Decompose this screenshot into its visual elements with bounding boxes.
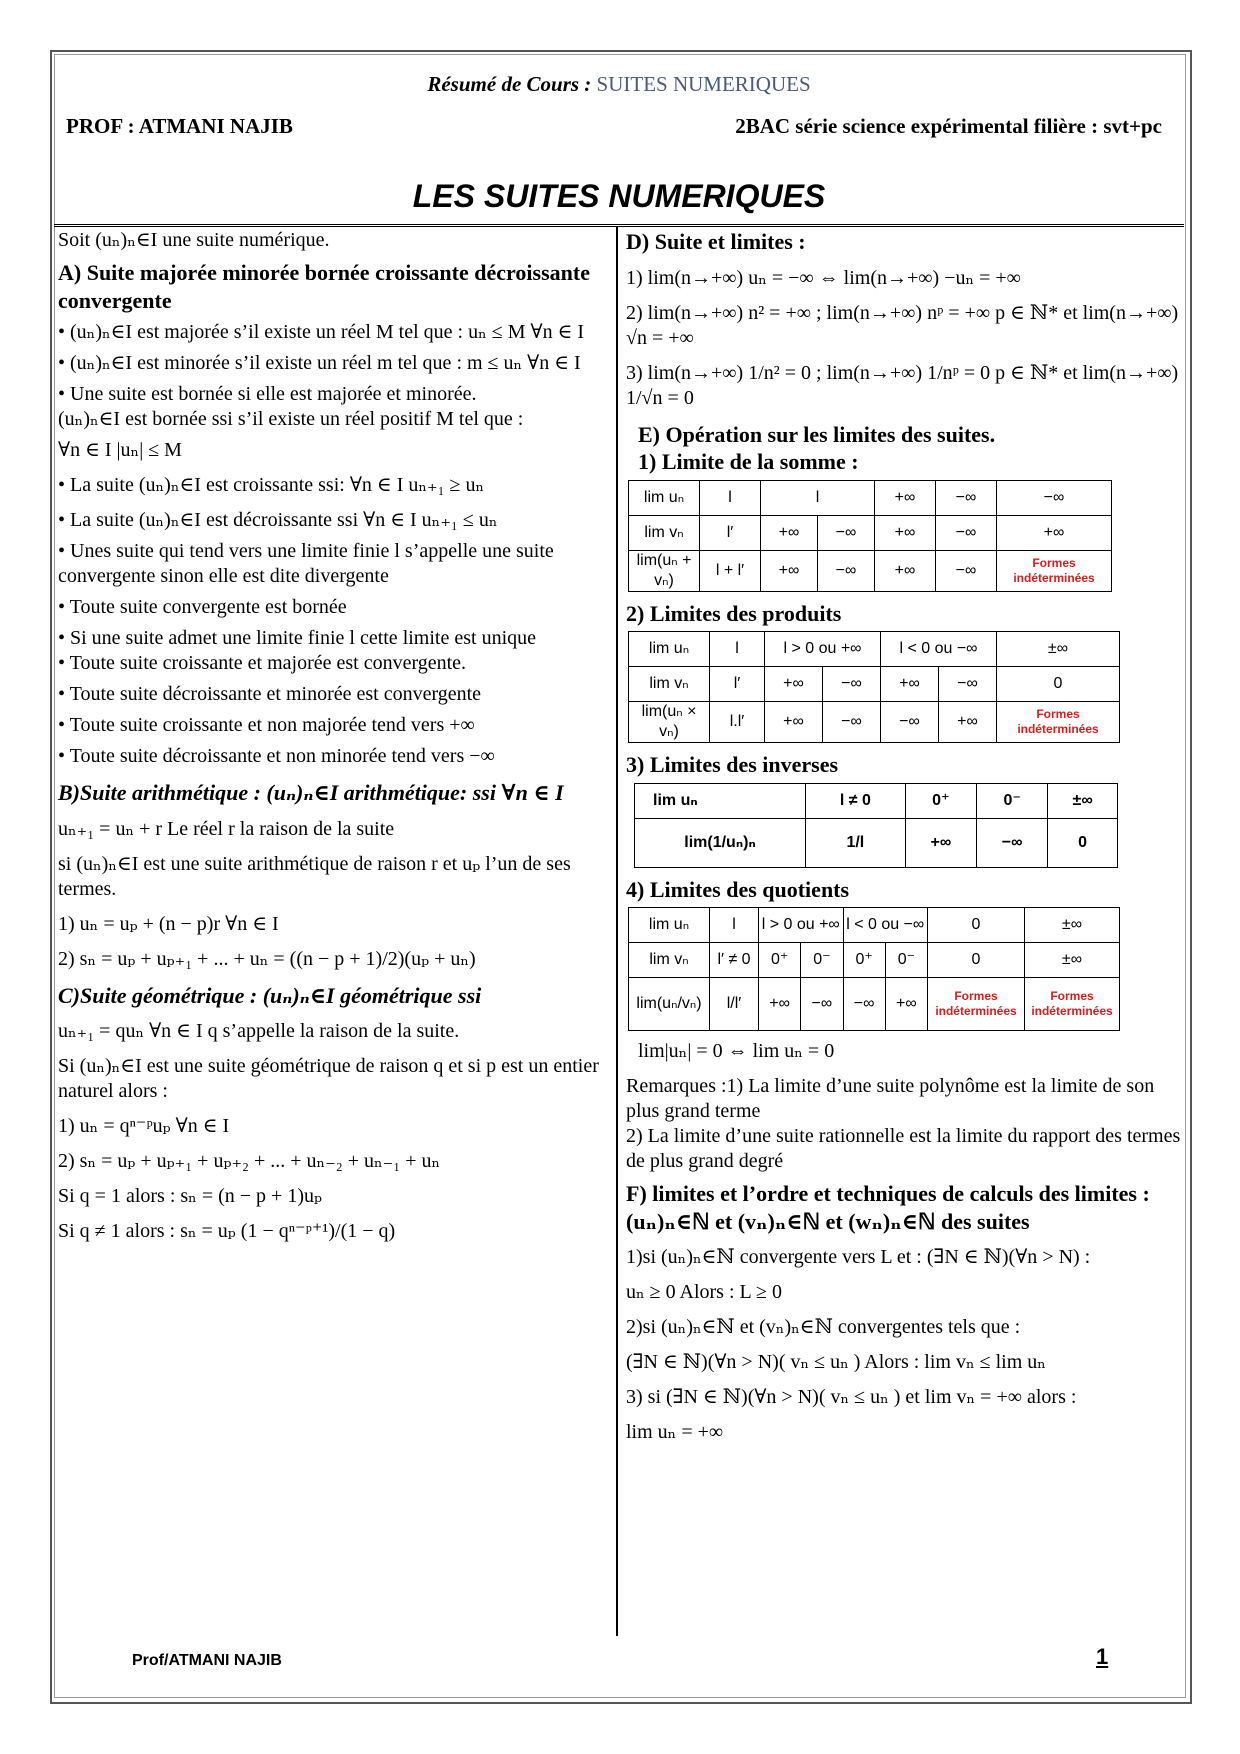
table-row [629, 480, 1112, 515]
table-cell: lim(uₙ × vₙ) [629, 702, 710, 743]
table-row [629, 632, 1120, 667]
table-cell: ±∞ [1025, 943, 1120, 978]
def-convergente: • Unes suite qui tend vers une limite finie l s’appelle une suite convergente sinon elle est dite divergente [58, 540, 554, 587]
section-f-title: F) limites et l’ordre et techniques de calculs des limites : (uₙ)ₙ∈ℕ et (vₙ)ₙ∈ℕ et (wₙ)ₙ∈ℕ des suites [626, 1181, 1150, 1234]
product-title: 2) Limites des produits [626, 600, 842, 626]
geo-formula-1: 1) uₙ = qⁿ⁻ᵖuₚ ∀n ∈ I [58, 1115, 230, 1137]
table-row [635, 783, 1118, 818]
table-cell: lim uₙ [629, 632, 710, 667]
table-cell: 0⁻ [801, 943, 843, 978]
order-rule-3: 3) si (∃N ∈ ℕ)(∀n > N)( vₙ ≤ uₙ ) et lim vₙ = +∞ alors : [626, 1386, 1077, 1408]
prop-decroissante-non-minoree: • Toute suite décroissante et non minorée tend vers −∞ [58, 745, 495, 767]
table-cell: l.l′ [710, 702, 765, 743]
table-cell: −∞ [881, 702, 939, 743]
section-d-title: D) Suite et limites : [626, 229, 806, 254]
column-divider [616, 226, 618, 1636]
inverse-table [634, 783, 1118, 868]
table-row [635, 818, 1118, 867]
table-row [629, 943, 1120, 978]
remark-2: 2) La limite d’une suite rationnelle est la limite du rapport des termes de plus grand degré [626, 1125, 1181, 1172]
table-cell: −∞ [939, 667, 997, 702]
prop-croissante-majoree: • Toute suite croissante et majorée est convergente. [58, 652, 467, 674]
def-croissante: • La suite (uₙ)ₙ∈I est croissante ssi: ∀n ∈ I uₙ₊₁ ≥ uₙ [58, 474, 485, 496]
prop-croissante-non-majoree: • Toute suite croissante et non majorée tend vers +∞ [58, 714, 475, 736]
quotient-table [628, 907, 1120, 1031]
course-summary-line [54, 72, 1184, 97]
quotient-title: 4) Limites des quotients [626, 876, 850, 902]
right-column [626, 228, 1181, 1445]
sum-table [628, 480, 1112, 592]
indeterminate-form-cell: Formes indéterminées [997, 550, 1112, 591]
table-row [629, 978, 1120, 1031]
table-cell: 0⁺ [843, 943, 885, 978]
table-cell: l [710, 632, 765, 667]
left-column [58, 228, 610, 1244]
table-cell: +∞ [765, 702, 823, 743]
def-bornee: • Une suite est bornée si elle est majorée et minorée. [58, 383, 477, 405]
table-cell: lim vₙ [629, 667, 710, 702]
table-cell: lim(1/uₙ)ₙ [635, 818, 806, 867]
table-cell: lim vₙ [629, 943, 710, 978]
indeterminate-form-cell: Formes indéterminées [1025, 978, 1120, 1031]
table-row [629, 515, 1112, 550]
table-cell: ±∞ [1048, 783, 1118, 818]
product-table [628, 631, 1120, 743]
table-cell: 0⁻ [976, 783, 1047, 818]
table-cell: ±∞ [997, 632, 1120, 667]
table-cell: lim vₙ [629, 515, 700, 550]
table-cell: +∞ [885, 978, 927, 1031]
page-number: 1 [1096, 1644, 1109, 1669]
prop-convergente-bornee: • Toute suite convergente est bornée [58, 596, 347, 618]
table-cell: +∞ [765, 667, 823, 702]
class-level: 2BAC série science expérimental filière : svt+pc [735, 114, 1162, 138]
table-cell: 0⁺ [759, 943, 801, 978]
limit-rule-2: 2) lim(n→+∞) n² = +∞ ; lim(n→+∞) nᵖ = +∞ p ∈ ℕ* et lim(n→+∞) √n = +∞ [626, 301, 1179, 349]
order-rule-2: 2)si (uₙ)ₙ∈ℕ et (vₙ)ₙ∈ℕ convergentes tels que : [626, 1316, 1021, 1338]
section-c-title: C)Suite géométrique : (uₙ)ₙ∈I géométrique ssi [58, 982, 482, 1008]
table-cell: l [710, 908, 759, 943]
table-cell: −∞ [976, 818, 1047, 867]
table-cell: l < 0 ou −∞ [843, 908, 928, 943]
table-cell: l > 0 ou +∞ [759, 908, 844, 943]
order-rule-1: 1)si (uₙ)ₙ∈ℕ convergente vers L et : (∃N ∈ ℕ)(∀n > N) : [626, 1246, 1091, 1268]
table-cell: +∞ [997, 515, 1112, 550]
limit-rule-1: 1) lim(n→+∞) uₙ = −∞ ⇔ lim(n→+∞) −uₙ = +∞ [626, 266, 1021, 289]
table-cell: 0 [928, 943, 1025, 978]
subject-name: SUITES NUMERIQUES [596, 72, 811, 96]
table-cell: ±∞ [1025, 908, 1120, 943]
section-e-title: E) Opération sur les limites des suites. [638, 421, 996, 447]
prof-name: PROF : ATMANI NAJIB [66, 114, 293, 138]
table-cell: +∞ [905, 818, 976, 867]
geo-terms: Si (uₙ)ₙ∈I est une suite géométrique de raison q et si p est un entier naturel alors : [58, 1055, 599, 1102]
header [54, 54, 1184, 227]
arith-terms: si (uₙ)ₙ∈I est une suite arithmétique de raison r et uₚ l’un de ses termes. [58, 852, 571, 900]
table-cell: −∞ [823, 702, 881, 743]
table-cell: l + l′ [700, 550, 761, 591]
arith-def: uₙ₊₁ = uₙ + r Le réel r la raison de la suite [58, 817, 395, 840]
sum-title: 1) Limite de la somme : [638, 449, 859, 474]
def-minoree: • (uₙ)ₙ∈I est minorée s’il existe un réel m tel que : m ≤ uₙ ∀n ∈ I [58, 352, 581, 374]
prop-limite-unique: • Si une suite admet une limite finie l cette limite est unique [58, 627, 536, 649]
table-cell: l > 0 ou +∞ [765, 632, 881, 667]
indeterminate-form-cell: Formes indéterminées [928, 978, 1025, 1031]
table-cell: l < 0 ou −∞ [881, 632, 997, 667]
table-cell: +∞ [939, 702, 997, 743]
prop-decroissante-minoree: • Toute suite décroissante et minorée est convergente [58, 683, 482, 705]
table-cell: l/l′ [710, 978, 759, 1031]
section-b-title: B)Suite arithmétique : (uₙ)ₙ∈I arithmétique: ssi ∀n ∈ I [58, 780, 564, 805]
abs-limit-rule: lim|uₙ| = 0 ⇔ lim uₙ = 0 [638, 1040, 835, 1062]
table-cell: l′ [700, 515, 761, 550]
table-cell: 1/l [806, 818, 906, 867]
table-cell: +∞ [759, 978, 801, 1031]
order-rule-2-result: (∃N ∈ ℕ)(∀n > N)( vₙ ≤ uₙ ) Alors : lim vₙ ≤ lim uₙ [626, 1351, 1046, 1373]
table-cell: +∞ [881, 667, 939, 702]
table-cell: −∞ [936, 515, 997, 550]
table-cell: +∞ [875, 515, 936, 550]
table-cell: l′ [710, 667, 765, 702]
table-cell: l [761, 480, 875, 515]
main-title: LES SUITES NUMERIQUES [412, 178, 826, 214]
table-cell: lim(uₙ + vₙ) [629, 550, 700, 591]
intro-line: Soit (uₙ)ₙ∈I une suite numérique. [58, 229, 330, 251]
table-cell: 0⁻ [885, 943, 927, 978]
table-cell: +∞ [761, 550, 818, 591]
table-cell: −∞ [801, 978, 843, 1031]
table-cell: −∞ [843, 978, 885, 1031]
geo-sum-qne1: Si q ≠ 1 alors : sₙ = uₚ (1 − qⁿ⁻ᵖ⁺¹)/(1 − q) [58, 1220, 396, 1242]
table-cell: lim uₙ [629, 908, 710, 943]
table-row [629, 550, 1112, 591]
table-cell: lim(uₙ/vₙ) [629, 978, 710, 1031]
indeterminate-form-cell: Formes indéterminées [997, 702, 1120, 743]
def-decroissante: • La suite (uₙ)ₙ∈I est décroissante ssi ∀n ∈ I uₙ₊₁ ≤ uₙ [58, 509, 498, 531]
order-rule-1-result: uₙ ≥ 0 Alors : L ≥ 0 [626, 1281, 782, 1303]
arith-formula-2: 2) sₙ = uₚ + uₚ₊₁ + ... + uₙ = ((n − p + 1)/2)(uₚ + uₙ) [58, 947, 476, 970]
table-cell: −∞ [818, 515, 875, 550]
table-cell: +∞ [875, 550, 936, 591]
table-row [629, 667, 1120, 702]
geo-formula-2: 2) sₙ = uₚ + uₚ₊₁ + uₚ₊₂ + ... + uₙ₋₂ + uₙ₋₁ + uₙ [58, 1150, 441, 1172]
table-cell: +∞ [761, 515, 818, 550]
inverse-title: 3) Limites des inverses [626, 752, 839, 777]
footer-author: Prof/ATMANI NAJIB [132, 1652, 282, 1669]
table-row [629, 908, 1120, 943]
remark-1: Remarques :1) La limite d’une suite polynôme est la limite de son plus grand terme [626, 1075, 1155, 1122]
table-cell: l [700, 480, 761, 515]
table-cell: −∞ [936, 550, 997, 591]
table-cell: 0⁺ [905, 783, 976, 818]
def-bornee-2: (uₙ)ₙ∈I est bornée ssi s’il existe un réel positif M tel que : [58, 408, 524, 430]
def-majoree: • (uₙ)ₙ∈I est majorée s’il existe un réel M tel que : uₙ ≤ M ∀n ∈ I [58, 321, 585, 343]
order-rule-3-result: lim uₙ = +∞ [626, 1421, 724, 1443]
geo-def: uₙ₊₁ = quₙ ∀n ∈ I q s’appelle la raison de la suite. [58, 1020, 460, 1042]
table-cell: −∞ [997, 480, 1112, 515]
section-a-title: A) Suite majorée minorée bornée croissante décroissante convergente [58, 260, 590, 313]
table-cell: 0 [1048, 818, 1118, 867]
table-cell: l′ ≠ 0 [710, 943, 759, 978]
limit-rule-3: 3) lim(n→+∞) 1/n² = 0 ; lim(n→+∞) 1/nᵖ = 0 p ∈ ℕ* et lim(n→+∞) 1/√n = 0 [626, 361, 1179, 409]
table-cell: l ≠ 0 [806, 783, 906, 818]
table-cell: lim uₙ [635, 783, 806, 818]
table-cell: −∞ [818, 550, 875, 591]
table-cell: 0 [997, 667, 1120, 702]
table-cell: +∞ [875, 480, 936, 515]
def-bornee-3: ∀n ∈ I |uₙ| ≤ M [58, 439, 182, 461]
arith-formula-1: 1) uₙ = uₚ + (n − p)r ∀n ∈ I [58, 912, 279, 935]
geo-sum-q1: Si q = 1 alors : sₙ = (n − p + 1)uₚ [58, 1185, 322, 1207]
table-cell: lim uₙ [629, 480, 700, 515]
table-cell: 0 [928, 908, 1025, 943]
table-cell: −∞ [936, 480, 997, 515]
table-cell: −∞ [823, 667, 881, 702]
table-row [629, 702, 1120, 743]
resume-label: Résumé de Cours : [427, 72, 592, 96]
